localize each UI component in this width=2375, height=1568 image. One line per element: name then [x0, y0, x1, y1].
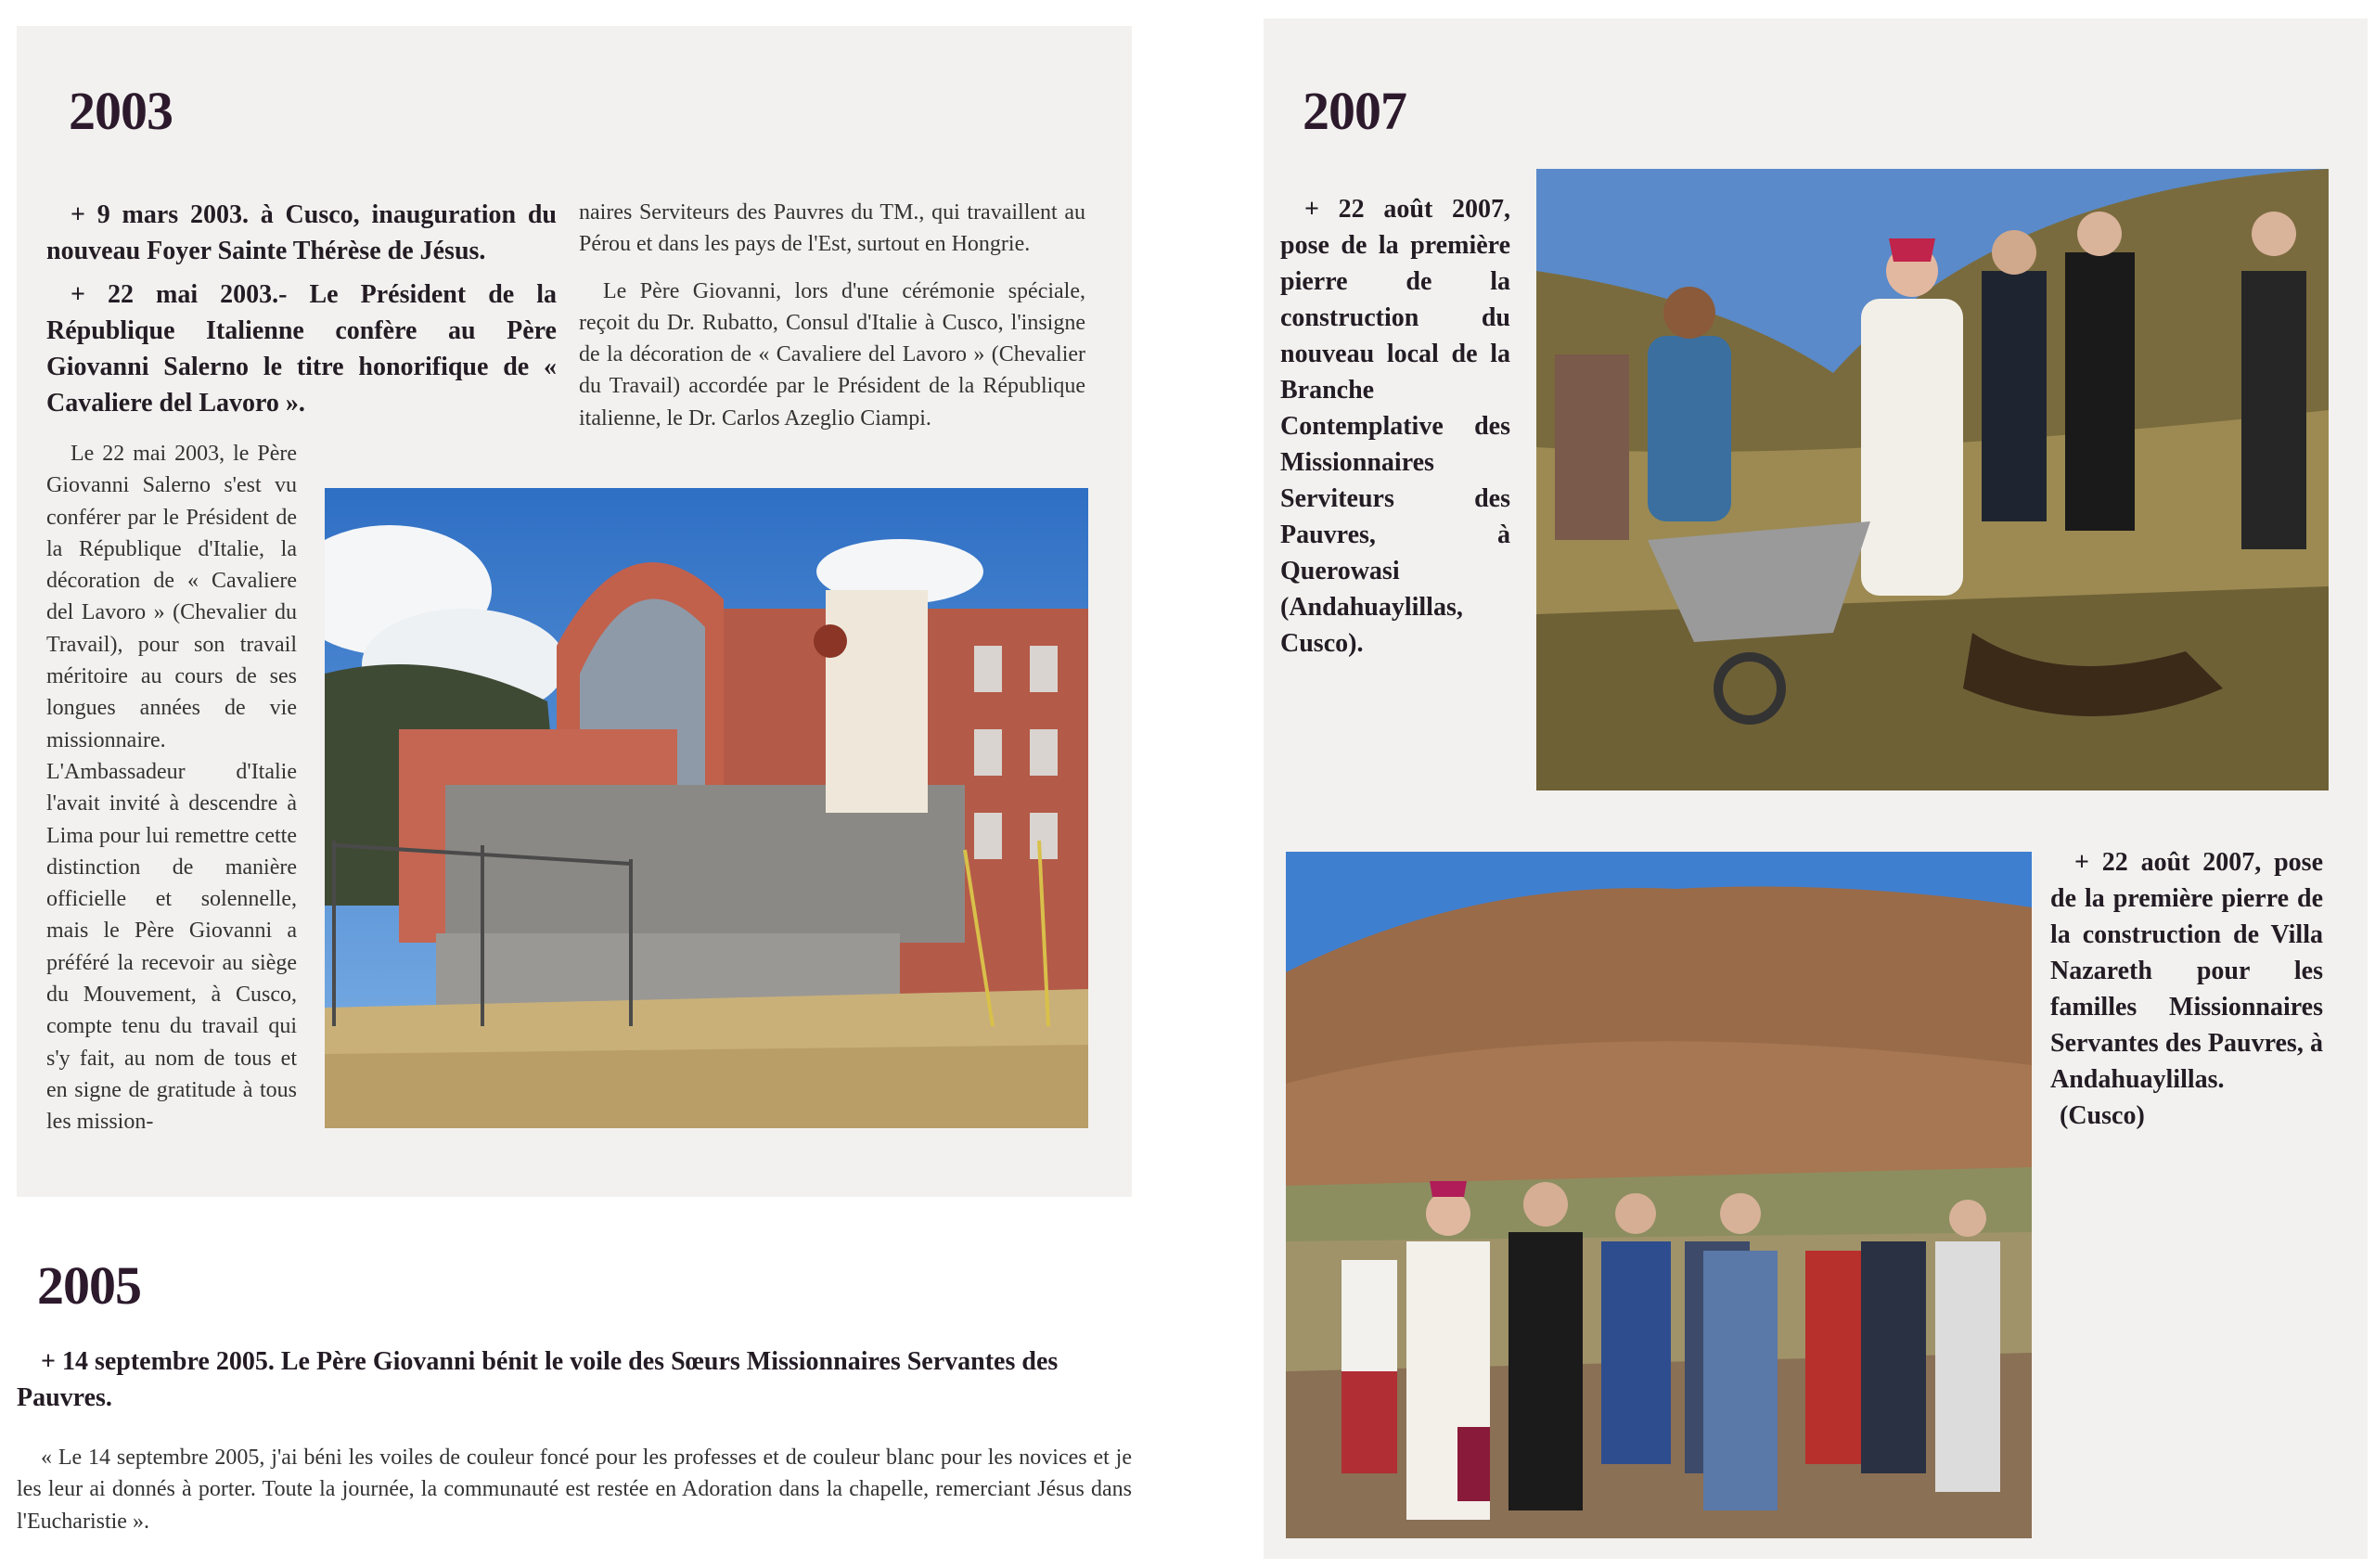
event-inauguration: + 9 mars 2003. à Cusco, inauguration du nouveau Foyer Sainte Thérèse de Jésus.: [46, 200, 557, 265]
narrow-text-column: [46, 438, 297, 1138]
first-stone-ceremony-image: [1536, 169, 2329, 790]
year-heading-2003: 2003: [69, 81, 173, 141]
foyer-building-image: [325, 488, 1088, 1128]
villa-nazareth-ceremony-photo: [1286, 852, 2032, 1538]
caption-villa-nazareth: + 22 août 2007, pose de la première pierre de la construction de Villa Nazareth pour les familles Missionnaires Servantes des Pauvres, à Andahuaylillas.: [2050, 848, 2323, 1094]
right-text-column: [579, 197, 1085, 434]
year-heading-2007: 2007: [1303, 81, 1406, 141]
ceremony-text: Le Père Giovanni, lors d'une cérémonie spéciale, reçoit du Dr. Rubatto, Consul d'Italie à Cusco, l'insigne de la décoration de « Cavaliere del Lavoro » (Chevalier du Travail) accordée par le Président de la République italienne, le Dr. Carlos Azeglio Ciampi.: [579, 278, 1085, 431]
first-stone-ceremony-photo: [1536, 169, 2329, 790]
event-voile-benediction: + 14 septembre 2005. Le Père Giovanni bénit le voile des Sœurs Missionnaires Servantes des Pauvres.: [17, 1347, 1059, 1412]
villa-nazareth-ceremony-image: [1286, 852, 2032, 1538]
caption-querowasi-block: [1280, 191, 1510, 662]
year-heading-2005: 2005: [37, 1255, 141, 1316]
missionaries-text: naires Serviteurs des Pauvres du TM., qui travaillent au Pérou et dans les pays de l'Est, surtout en Hongrie.: [579, 200, 1085, 257]
caption-villa-nazareth-place: (Cusco): [2060, 1101, 2145, 1130]
event-cavaliere: + 22 mai 2003.- Le Président de la République Italienne confère au Père Giovanni Salerno le titre honorifique de « Cavaliere del Lavoro ».: [46, 280, 557, 418]
quote-voile: « Le 14 septembre 2005, j'ai béni les voiles de couleur foncé pour les professes et de couleur blanc pour les novices et je les leur ai donnés à porter. Toute la journée, la communauté est restée en Adoration dans la chapelle, remerciant Jésus dans l'Eucharistie ».: [17, 1446, 1132, 1534]
cavaliere-narrative: Le 22 mai 2003, le Père Giovanni Salerno s'est vu conférer par le Président de la République d'Italie, la décoration de « Cavaliere del Lavoro » (Chevalier du Travail), pour son travail méritoire au cours de ses longues années de vie missionnaire. L'Ambassadeur d'Italie l'avait invité à descendre à Lima pour lui remettre cette distinction de manière officielle et solennelle, mais le Père Giovanni a préféré la recevoir au siège du Mouvement, à Cusco, compte tenu du travail qui s'y fait, au nom de tous et en signe de gratitude à tous les mission-: [46, 442, 297, 1135]
foyer-building-photo: [325, 488, 1088, 1128]
left-column-events: [46, 197, 557, 421]
caption-querowasi: + 22 août 2007, pose de la première pierre de la construction du nouveau local de la Branche Contemplative des Missionnaires Serviteurs des Pauvres, à Querowasi (Andahuaylillas, Cusco).: [1280, 195, 1510, 658]
caption-villa-nazareth-block: [2050, 844, 2323, 1134]
event-2005-block: [17, 1343, 1132, 1537]
